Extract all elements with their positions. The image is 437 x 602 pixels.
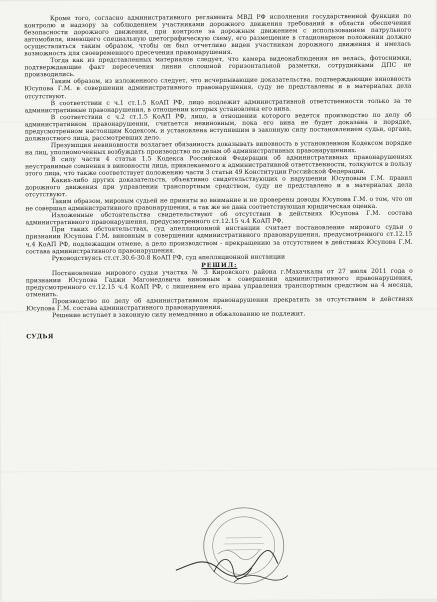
- paragraph-no-video: Тогда как из представленных материалов следует, что камера видеонаблюдения не велась, фотоснимки, подтверждающие факт пересечения линии сплошной горизонтальной разметки, сотрудниками ДПС не производились.: [24, 54, 412, 79]
- paragraph-circumstances: Изложенные обстоятельства свидетельствуют об отсутствии в действиях Юсупова Г.М. состава административного правонарушения, предусмотренного ст.12.15 ч.4 КоАП РФ.: [25, 209, 413, 227]
- decision-cancel: Постановление мирового судьи участка № 3 Кировского района г.Махачкалы от 27 июля 2011 года о признании Юсупова Гаджи Магомедовича виновным в совершении административного правонарушения, предусмотренного ст.12.15 ч.4 КоАП РФ, с лишением его права управления транспортным средством на 4 месяца, отменить.: [25, 267, 413, 299]
- paragraph-arguments: Таким образом, мировым судьей не приняты во внимание и не проверены доводы Юсупова Г.М. о том, что он не совершал административного правонарушения, а так же не дана соответствующая юридическая оценка.: [25, 195, 413, 213]
- paragraph-regulation: Кроме того, согласно административного регламента МВД РФ исполнения государственной функции по контролю и надзору за соблюдением участниками дорожного движения требований в области обеспечения безопасности дорожного движения, при контроле за дорожным движением с использованием патрульного автомобиля, имеющего специальную цветографическую схему, его размещение в стационарном положении должно осуществляться таким образом, чтобы он был отчетливо виден участникам дорожного движения и имелась возможность для своевременного пресечения правонарушения.: [24, 12, 412, 58]
- paragraph-presumption: Презумпция невиновности возлагает обязанность доказывать виновность в установленном Кодексом порядке на лиц, уполномоченных возбуждать производство по делам об административных правонарушениях.: [24, 139, 412, 157]
- decision-heading: РЕШИЛ:: [201, 261, 238, 269]
- judge-signature-label: СУДЬЯ: [26, 333, 54, 341]
- paragraph-article-1-5-part-4: В силу части 4 статьи 1.5 Кодекса Российской Федерации об административных правонарушениях неустранимые сомнения в виновности лица, привлекаемого к административной ответственности, толкуются в пользу этого лица, что также соответствует положению части 3 статьи 49 Конституции Российской Федерации.: [25, 153, 413, 178]
- paragraph-no-evidence: Таким образом, из изложенного следует, что исчерпывающие доказательства, подтверждающие виновность Юсупова Г.М. в совершении административного правонарушения, суду не представлены и в материалах дела отсутствуют.: [24, 76, 412, 100]
- paragraph-article-1-5-part-2: В соответствии с ч.2 ст.1.5 КоАП РФ, лицо, в отношении которого ведется производство по делу об административном правонарушении, считается невиновным, пока его вина не будет доказана в порядке, предусмотренном настоящим Кодексом, и установлена вступившим в законную силу постановлением судьи, органа, должностного лица, рассмотревших дело.: [24, 111, 412, 143]
- paragraph-conclusion: При таких обстоятельствах, суд апелляционной инстанции считает постановление мирового судьи о признании Юсупова Г.М. виновным в совершении административного правонарушения, предусмотренного ст.12.15 ч.4 КоАП РФ, подлежащим отмене, а дело производством - прекращению за отсутствием в действиях Юсупова Г.М. состава административного правонарушения.: [25, 224, 413, 255]
- decision-terminate: Производство по делу об административном правонарушении прекратить за отсутствием в действиях Юсупова Г.М. состава административного правонарушения.: [26, 295, 414, 313]
- paragraph-other-evidence: Каких-либо других доказательств, объективно свидетельствующих о нарушении Юсуповым Г.М. правил дорожного движения при управлении транспортным средством, суду не представлено и в материалах дела отсутствуют.: [25, 174, 413, 199]
- court-stamp-signature: [173, 483, 292, 590]
- paragraph-guided-by: Руководствуясь ст.ст.30.6-30.8 КоАП РФ, суд апелляционной инстанции: [51, 253, 286, 262]
- decision-effective: Решение вступает в законную силу немедленно и обжалованию не подлежит.: [52, 310, 306, 320]
- paragraph-article-1-5-part-1: В соответствии с ч.1 ст.1.5 КоАП РФ, лицо подлежит административной ответственности только за те административные правонарушения, в отношении которых установлена его вина.: [24, 97, 412, 114]
